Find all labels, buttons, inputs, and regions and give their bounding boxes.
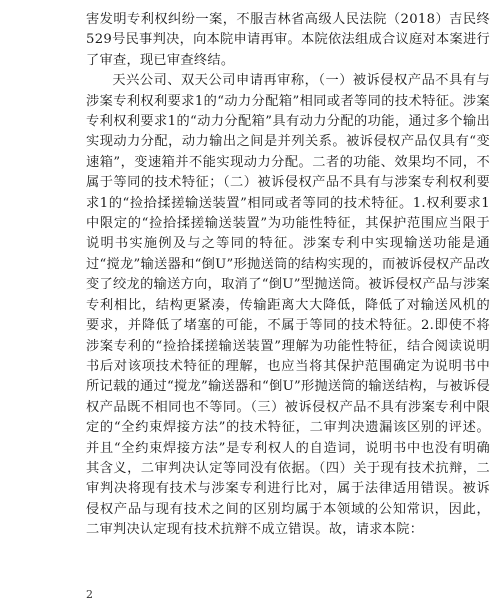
- paragraph-1: 害发明专利权纠纷一案，不服吉林省高级人民法院（2018）吉民终529号民事判决，向本院申请再审。本院依法组成合议庭对本案进行了审查，现已审查终结。: [86, 12, 490, 68]
- page-number: 2: [86, 588, 93, 601]
- body-text: [86, 10, 490, 541]
- paragraph-2: 天兴公司、双天公司申请再审称，（一）被诉侵权产品不具有与涉案专利权利要求1的“动力分配箱”相同或者等同的技术特征。涉案专利权利要求1的“动力分配箱”具有动力分配的功能，通过多个输出实现动力分配，动力输出之间是并列关系。被诉侵权产品仅具有“变速箱”，变速箱并不能实现动力分配。二者的功能、效果均不同，不属于等同的技术特征；（二）被诉侵权产品不具有与涉案专利权利要求1的“捡拾揉搓输送装置”相同或者等同的技术特征。1.权利要求1中限定的“捡拾揉搓输送装置”为功能性特征，其保护范围应当限于说明书实施例及与之等同的特征。涉案专利中实现输送功能是通过“搅龙”输送器和“倒U”形抛送筒的结构实现的，而被诉侵权产品改变了绞龙的输送方向，取消了“倒U”型抛送筒。被诉侵权产品与涉案专利相比，结构更紧凑，传输距离大大降低，降低了对输送风机的要求，并降低了堵塞的可能，不属于等同的技术特征。2.即使不将涉案专利的“捡拾揉搓输送装置”理解为功能性特征，结合阅读说明书后对该项技术特征的理解，也应当将其保护范围确定为说明书中所记载的通过“搅龙”输送器和“倒U”形抛送筒的输送结构，与被诉侵权产品既不相同也不等同。（三）被诉侵权产品不具有涉案专利中限定的“全约束焊接方法”的技术特征，二审判决遗漏该区别的评述。并且“全约束焊接方法”是专利权人的自造词，说明书中也没有明确其含义，二审判决认定等同没有依据。（四）关于现有技术抗辩，二审判决将现有技术与涉案专利进行比对，属于法律适用错误。被诉侵权产品与现有技术之间的区别均属于本领域的公知常识，因此，二审判决认定现有技术抗辩不成立错误。故，请求本院：: [86, 73, 490, 538]
